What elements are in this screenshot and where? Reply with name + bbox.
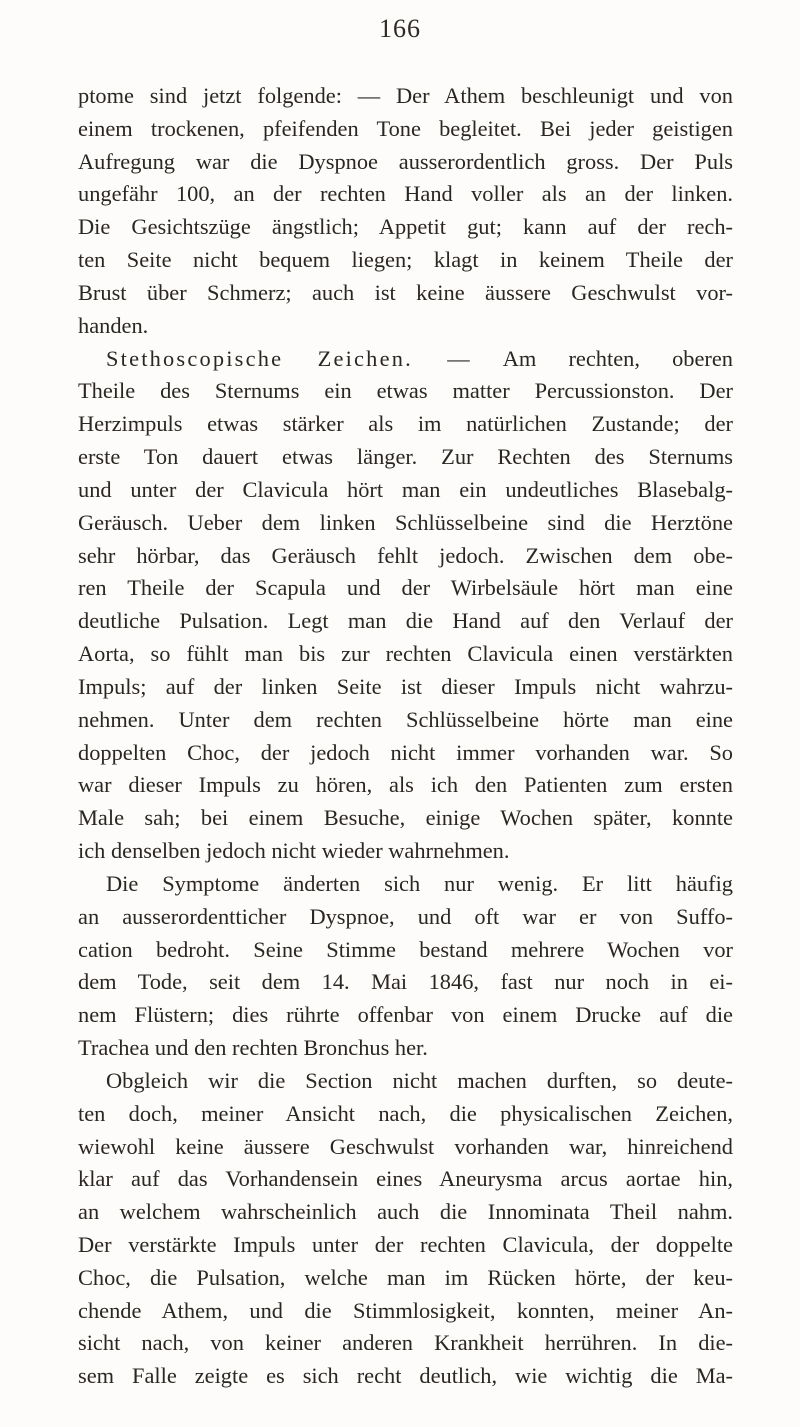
text-line: doppelten Choc, der jedoch nicht immer vorhanden war. So [78, 739, 733, 765]
section-heading: Stethoscopische Zeichen. — [106, 345, 472, 371]
text-line: Brust über Schmerz; auch ist keine äussere Geschwulst vor- [78, 279, 733, 305]
text-line: ungefähr 100, an der rechten Hand voller als an der linken. [78, 181, 733, 207]
text-line: Male sah; bei einem Besuche, einige Wochen später, konnte [78, 805, 733, 831]
text-line: klar auf das Vorhandensein eines Aneurysma arcus aortae hin, [78, 1166, 733, 1192]
text-line: sem Falle zeigte es sich recht deutlich, wie wichtig die Ma- [78, 1363, 733, 1389]
text-line: Der verstärkte Impuls unter der rechten Clavicula, der doppelte [78, 1231, 733, 1257]
text-line: Choc, die Pulsation, welche man im Rücken hörte, der keu- [78, 1264, 733, 1290]
page-number: 166 [379, 14, 421, 43]
text-line: nem Flüstern; dies rührte offenbar von einem Drucke auf die [78, 1002, 733, 1028]
text-line: Theile des Sternums ein etwas matter Percussionston. Der [78, 378, 733, 404]
text-line: Geräusch. Ueber dem linken Schlüsselbeine sind die Herztöne [78, 509, 733, 535]
text-line: ich denselben jedoch nicht wieder wahrnehmen. [78, 838, 510, 864]
text-line: erste Ton dauert etwas länger. Zur Rechten des Sternums [78, 444, 733, 470]
text-line: an ausserordentticher Dyspnoe, und oft war er von Suffo- [78, 903, 733, 929]
section-line-text: Am rechten, oberen [502, 345, 733, 371]
text-line: nehmen. Unter dem rechten Schlüsselbeine hörte man eine [78, 706, 733, 732]
section-line [78, 343, 733, 376]
text-line: ten doch, meiner Ansicht nach, die physicalischen Zeichen, [78, 1100, 733, 1126]
text-line: deutliche Pulsation. Legt man die Hand auf den Verlauf der [78, 608, 733, 634]
text-line: sicht nach, von keiner anderen Krankheit herrühren. In die- [78, 1330, 733, 1356]
text-line: Die Symptome änderten sich nur wenig. Er litt häufig [106, 870, 733, 896]
text-line: an welchem wahrscheinlich auch die Innominata Theil nahm. [78, 1199, 733, 1225]
text-line: ptome sind jetzt folgende: — Der Athem beschleunigt und von [78, 83, 733, 108]
body-text [78, 80, 733, 1393]
text-line: einem trockenen, pfeifenden Tone begleitet. Bei jeder geistigen [78, 115, 733, 141]
text-line: Aorta, so fühlt man bis zur rechten Clavicula einen verstärkten [78, 641, 733, 667]
text-line: Herzimpuls etwas stärker als im natürlichen Zustande; der [78, 411, 733, 437]
text-line: Trachea und den rechten Bronchus her. [78, 1035, 428, 1061]
text-line: war dieser Impuls zu hören, als ich den Patienten zum ersten [78, 772, 733, 798]
text-line: chende Athem, und die Stimmlosigkeit, konnten, meiner An- [78, 1297, 733, 1323]
text-line: Impuls; auf der linken Seite ist dieser Impuls nicht wahrzu- [78, 673, 733, 699]
text-line: dem Tode, seit dem 14. Mai 1846, fast nur noch in ei- [78, 969, 733, 995]
text-line: Aufregung war die Dyspnoe ausserordentlich gross. Der Puls [78, 148, 733, 174]
text-line: wiewohl keine äussere Geschwulst vorhanden war, hinreichend [78, 1133, 733, 1159]
text-line: Die Gesichtszüge ängstlich; Appetit gut; kann auf der rech- [78, 214, 733, 240]
text-line: sehr hörbar, das Geräusch fehlt jedoch. Zwischen dem obe- [78, 542, 733, 568]
text-line: handen. [78, 312, 149, 338]
text-line: cation bedroht. Seine Stimme bestand mehrere Wochen vor [78, 936, 733, 962]
text-line: ren Theile der Scapula und der Wirbelsäule hört man eine [78, 575, 733, 601]
text-line: und unter der Clavicula hört man ein undeutliches Blasebalg- [78, 476, 733, 502]
text-line: ten Seite nicht bequem liegen; klagt in keinem Theile der [78, 247, 733, 273]
text-line: Obgleich wir die Section nicht machen durften, so deute- [106, 1067, 733, 1093]
